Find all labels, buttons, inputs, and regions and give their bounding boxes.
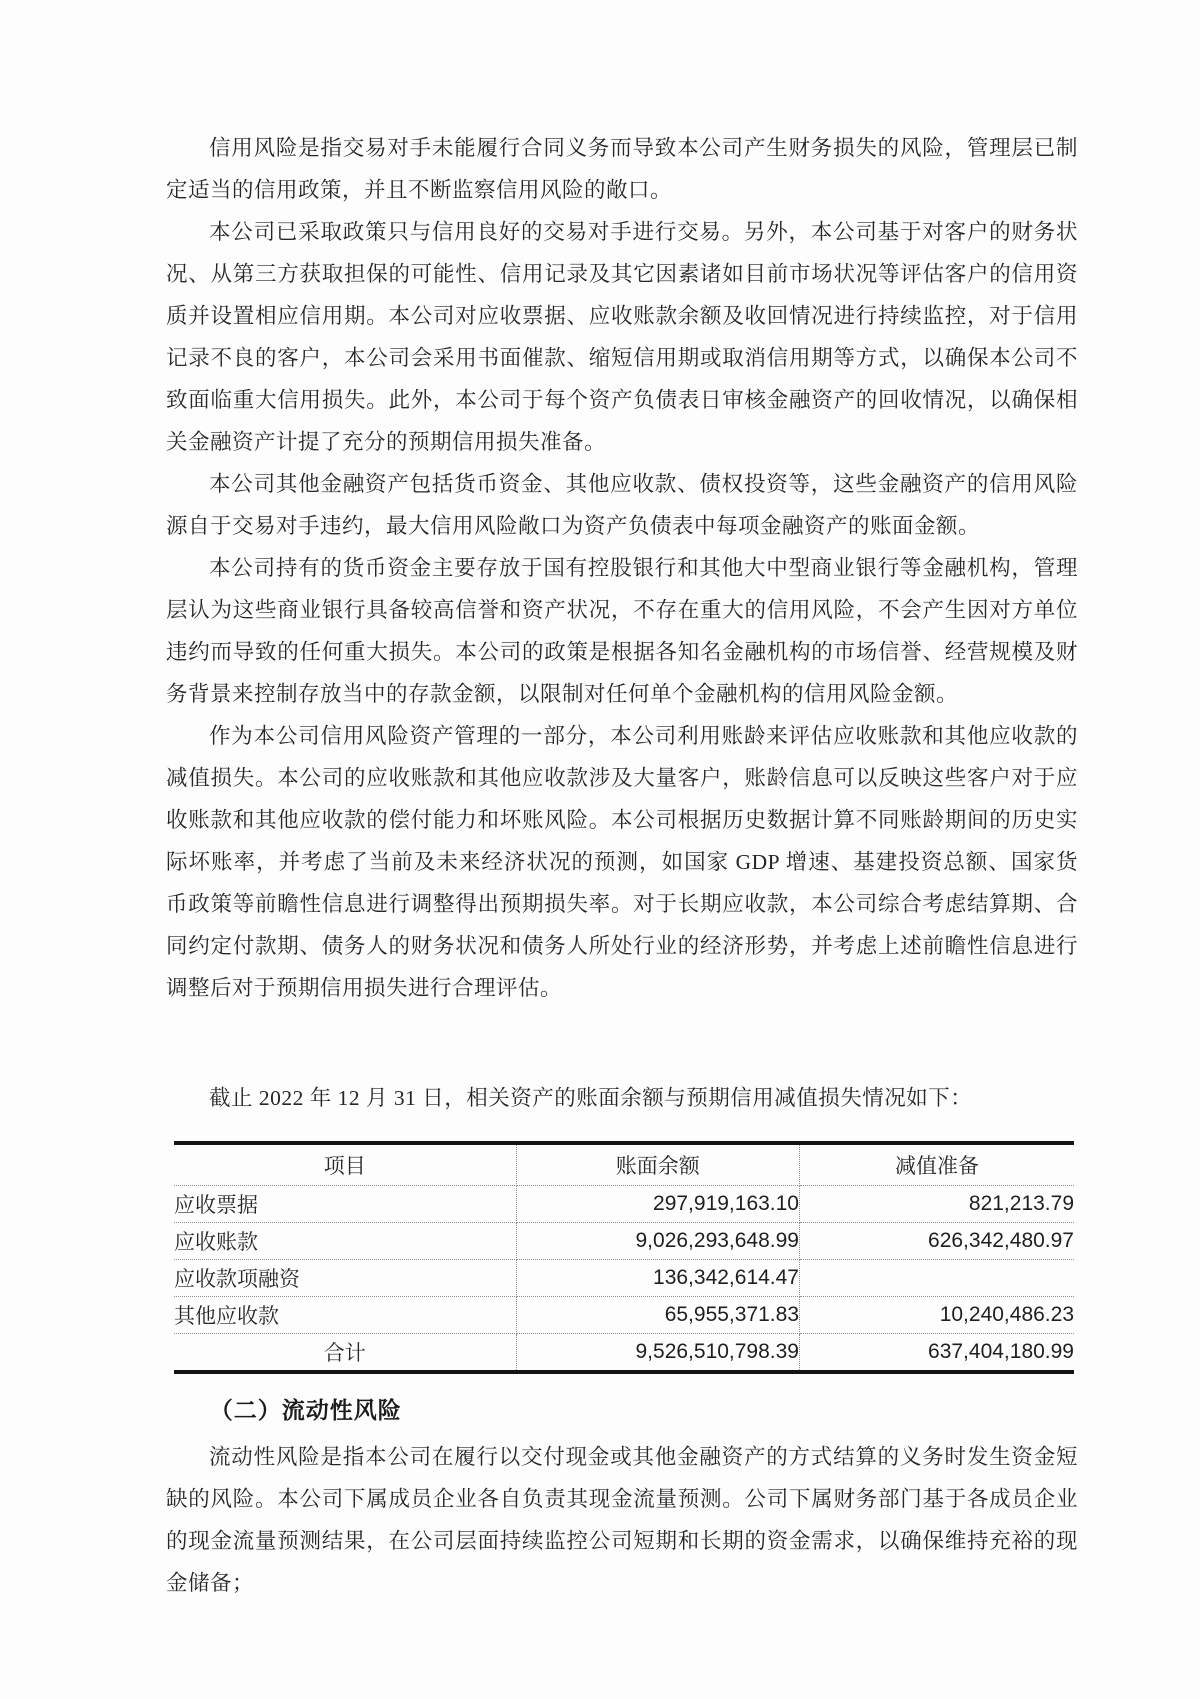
section-heading-liquidity-risk: （二）流动性风险: [209, 1397, 402, 1423]
paragraph-cash-deposits: 本公司持有的货币资金主要存放于国有控股银行和其他大中型商业银行等金融机构，管理层认为这些商业银行具备较高信誉和资产状况，不存在重大的信用风险，不会产生因对方单位违约而导致的任何重大损失。本公司的政策是根据各知名金融机构的市场信誉、经营规模及财务背景来控制存放当中的存款金额，以限制对任何单个金融机构的信用风险金额。: [166, 556, 1078, 706]
row-balance-value: 65,955,371.83: [516, 1297, 800, 1334]
table-total-row: [174, 1334, 1074, 1373]
row-balance-value: 297,919,163.10: [516, 1186, 800, 1223]
paragraph-aging-assessment: 作为本公司信用风险资产管理的一部分，本公司利用账龄来评估应收账款和其他应收款的减值损失。本公司的应收账款和其他应收款涉及大量客户，账龄信息可以反映这些客户对于应收账款和其他应收款的偿付能力和坏账风险。本公司根据历史数据计算不同账龄期间的历史实际坏账率，并考虑了当前及未来经济状况的预测，如国家 GDP 增速、基建投资总额、国家货币政策等前瞻性信息进行调整得出预期损失率。对于长期应收款，本公司综合考虑结算期、合同约定付款期、债务人的财务状况和债务人所处行业的经济形势，并考虑上述前瞻性信息进行调整后对于预期信用损失进行合理评估。: [166, 724, 1078, 1000]
paragraph-other-financial-assets: 本公司其他金融资产包括货币资金、其他应收款、债权投资等，这些金融资产的信用风险源自于交易对手违约，最大信用风险敞口为资产负债表中每项金融资产的账面金额。: [166, 472, 1078, 538]
table-row: [174, 1223, 1074, 1260]
row-balance-value: 9,026,293,648.99: [516, 1223, 800, 1260]
table-header-row: [174, 1143, 1074, 1186]
row-balance-value: 136,342,614.47: [516, 1260, 800, 1297]
paragraph-credit-policy: 本公司已采取政策只与信用良好的交易对手进行交易。另外，本公司基于对客户的财务状况、从第三方获取担保的可能性、信用记录及其它因素诸如目前市场状况等评估客户的信用资质并设置相应信用期。本公司对应收票据、应收账款余额及收回情况进行持续监控，对于信用记录不良的客户，本公司会采用书面催款、缩短信用期或取消信用期等方式，以确保本公司不致面临重大信用损失。此外，本公司于每个资产负债表日审核金融资产的回收情况，以确保相关金融资产计提了充分的预期信用损失准备。: [166, 220, 1078, 454]
total-balance-value: 9,526,510,798.39: [516, 1334, 800, 1373]
table-intro-line: 截止 2022 年 12 月 31 日，相关资产的账面余额与预期信用减值损失情况如下：: [209, 1086, 973, 1110]
impairment-table: [174, 1141, 1074, 1374]
total-provision-value: 637,404,180.99: [928, 1340, 1074, 1363]
total-label: 合计: [174, 1334, 516, 1373]
row-provision-value: 821,213.79: [800, 1186, 1075, 1223]
row-item-label: 应收款项融资: [174, 1260, 516, 1297]
row-provision-value: 626,342,480.97: [800, 1223, 1075, 1260]
row-item-label: 其他应收款: [174, 1297, 516, 1334]
column-header-provision: 减值准备: [800, 1143, 1075, 1186]
row-item-label: 应收票据: [174, 1186, 516, 1223]
table-row: [174, 1260, 1074, 1297]
paragraph-liquidity-risk: 流动性风险是指本公司在履行以交付现金或其他金融资产的方式结算的义务时发生资金短缺的风险。本公司下属成员企业各自负责其现金流量预测。公司下属财务部门基于各成员企业的现金流量预测结果，在公司层面持续监控公司短期和长期的资金需求，以确保维持充裕的现金储备；: [166, 1445, 1078, 1595]
column-header-item: 项目: [174, 1143, 516, 1186]
paragraph-credit-risk-definition: 信用风险是指交易对手未能履行合同义务而导致本公司产生财务损失的风险，管理层已制定适当的信用政策，并且不断监察信用风险的敞口。: [166, 136, 1078, 202]
table-row: [174, 1297, 1074, 1334]
row-provision-value: [800, 1260, 1075, 1297]
row-provision-value: 10,240,486.23: [800, 1297, 1075, 1334]
row-item-label: 应收账款: [174, 1223, 516, 1260]
table-row: [174, 1186, 1074, 1223]
column-header-balance: 账面余额: [516, 1143, 800, 1186]
